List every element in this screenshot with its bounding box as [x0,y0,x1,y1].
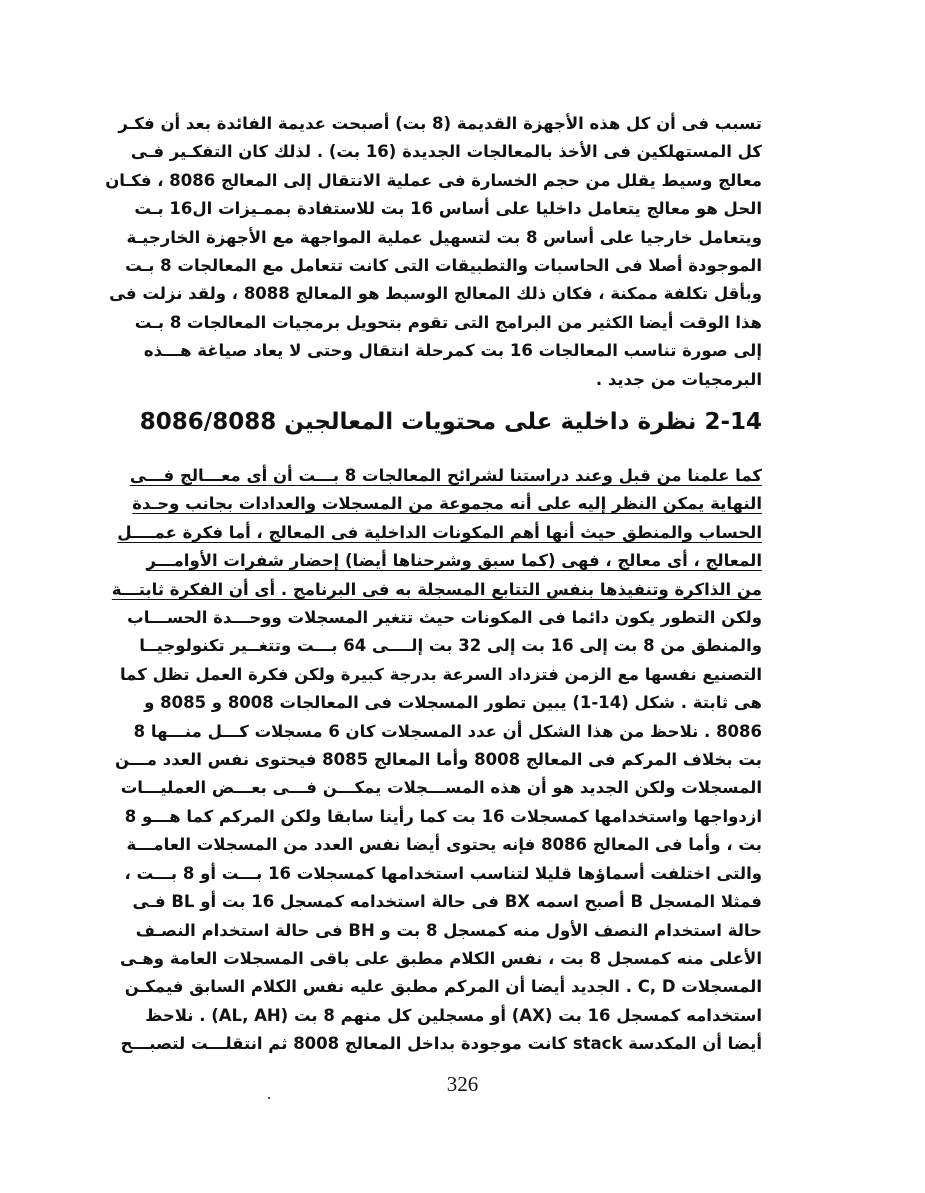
text-line: الموجودة أصلا فى الحاسبات والتطبيقات التى كانت تتعامل مع المعالجات 8 بـت [125,256,762,276]
paragraph-intro [105,110,762,394]
text-line: الحل هو معالج يتعامل داخليا على أساس 16 بت للاستفادة بممـيزات ال16 بـت [134,199,762,219]
text-line: إلى صورة تناسب المعالجات 16 بت كمرحلة انتقال وحتى لا يعاد صياغة هـــذه [143,341,762,361]
underlined-text-line: المعالج ، أى معالج ، فهى (كما سبق وشرحناها أيضا) إحضار شفرات الأوامـــر [146,551,762,571]
text-line: معالج وسيط يقلل من حجم الخسارة فى عملية الانتقال إلى المعالج 8086 ، فكـان [105,170,762,190]
underlined-text-line: النهاية يمكن النظر إليه على أنه مجموعة من المسجلات والعدادات بجانب وحـدة [132,494,762,514]
text-line: استخدامه كمسجل 16 بت (AX) أو مسجلين كل منهم 8 بت (AL, AH) . نلاحظ [145,1005,762,1025]
text-line: البرمجيات من جديد . [595,369,762,389]
scan-speck [268,1097,270,1099]
text-line: بت ، وأما فى المعالج 8086 فإنه يحتوى أيضا نفس العدد من المسجلات العامـــة [126,835,762,855]
text-line: والمنطق من 8 بت إلى 16 بت إلى 32 بت إلــــى 64 بـــت وتتغــير تكنولوجيــا [139,636,762,656]
underlined-text-line: كما علمنا من قبل وعند دراستنا لشرائح المعالجات 8 بـــت أن أى معـــالج فـــى [129,466,762,485]
underlined-text-line: من الذاكرة وتنفيذها بنفس التتابع المسجلة به فى البرنامج . أى أن الفكرة ثابتـــة [111,579,762,599]
text-line: فمثلا المسجل B أصبح اسمه BX فى حالة استخدامه كمسجل 16 بت أو BL فـى [132,892,762,912]
text-line: حالة استخدام النصف الأول منه كمسجل 8 بت و BH فى حالة استخدام النصـف [135,920,762,940]
underlined-text-line: الحساب والمنطق حيث أنها أهم المكونات الداخلية فى المعالج ، أما فكرة عمــــل [117,522,762,542]
text-line: هذا الوقت أيضا الكثير من البرامج التى تقوم بتحويل برمجيات المعالجات 8 بـت [134,312,762,332]
text-line: ازدواجها واستخدامها كمسجلات 16 بت كما رأينا سابقا ولكن المركم كما هـــو 8 [124,806,762,826]
text-line: بت بخلاف المركم فى المعالج 8008 وأما المعالج 8085 فيحتوى نفس العدد مـــن [115,750,762,770]
page-number: 326 [446,1072,479,1096]
text-line: التصنيع نفسها مع الزمن فتزداد السرعة بدرجة كبيرة ولكن فكرة العمل تظل كما [119,664,762,684]
text-line: 8086 . نلاحظ من هذا الشكل أن عدد المسجلات كان 6 مسجلات كـــل منـــها 8 [133,721,762,741]
text-line: المسجلات C, D . الجديد أيضا أن المركم مطبق عليه نفس الكلام السابق فيمكـن [124,977,762,997]
paragraph-section [111,462,762,1059]
text-line: تسبب فى أن كل هذه الأجهزة القديمة (8 بت) أصبحت عديمة الفائدة بعد أن فكـر [118,114,762,133]
section-heading: 2-14 نظرة داخلية على محتويات المعالجين 8086/8088 [139,409,762,435]
text-line: المسجلات ولكن الجديد هو أن هذه المســـجلات يمكـــن فـــى بعـــض العمليـــات [120,778,762,798]
text-line: الأعلى منه كمسجل 8 بت ، نفس الكلام مطبق على باقى المسجلات العامة وهـى [119,948,762,968]
text-line: هى ثابتة . شكل (14-1) يبين تطور المسجلات فى المعالجات 8008 و 8085 و [144,693,762,713]
text-line: ويتعامل خارجيا على أساس 8 بت لتسهيل عملية المواجهة مع الأجهزة الخارجيـة [126,227,762,247]
text-line: أيضا أن المكدسة stack كانت موجودة بداخل المعالج 8008 ثم انتقلـــت لتصبـــح [120,1034,762,1054]
text-line: ولكن التطور يكون دائما فى المكونات حيث تتغير المسجلات ووحـــدة الحســـاب [127,608,762,628]
text-line: وبأقل تكلفة ممكنة ، فكان ذلك المعالج الوسيط هو المعالج 8088 ، ولقد نزلت فى [109,284,762,304]
text-line: والتى اختلفت أسماؤها قليلا لتناسب استخدامها كمسجلات 16 بـــت أو 8 بـــت ، [124,863,762,883]
text-line: كل المستهلكين فى الأخذ بالمعالجات الجديدة (16 بت) . لذلك كان التفكـير فـى [130,142,762,162]
